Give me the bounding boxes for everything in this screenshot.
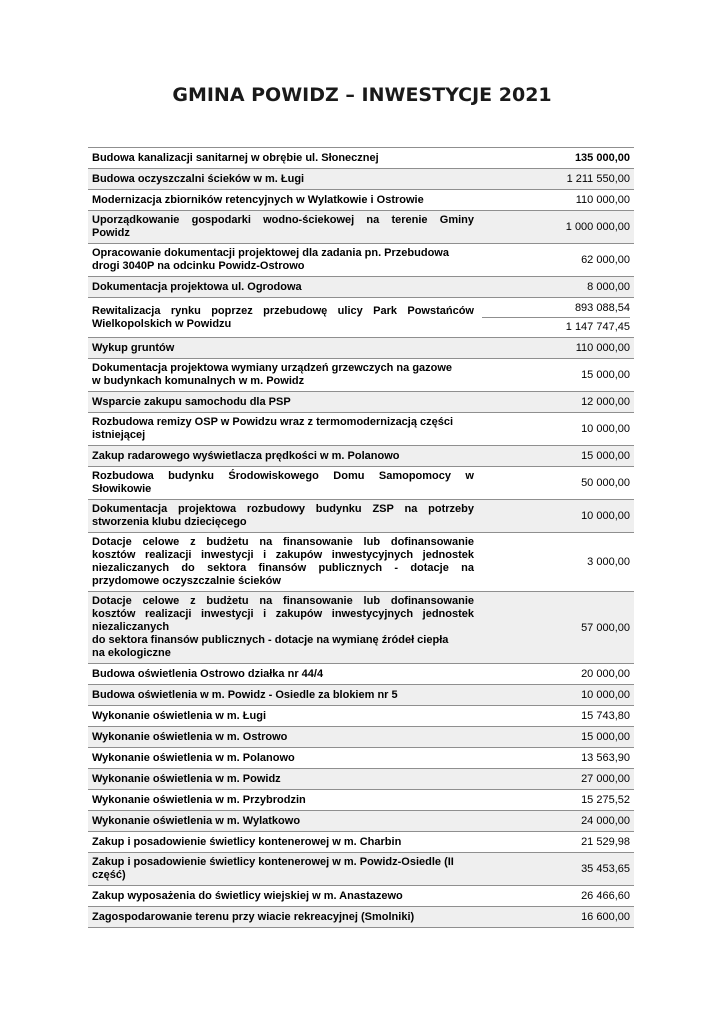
investments-table [88, 147, 634, 928]
investment-name-line: Zakup wyposażenia do świetlicy wiejskiej w m. Anastazewo [92, 889, 403, 902]
investment-name [88, 728, 478, 747]
amount-value: 3 000,00 [587, 556, 630, 568]
table-row [88, 413, 634, 446]
table-row [88, 769, 634, 790]
investment-name [88, 665, 478, 684]
investment-name-line: Budowa kanalizacji sanitarnej w obrębie ul. Słonecznej [92, 151, 379, 164]
amount-value: 57 000,00 [581, 621, 630, 634]
investment-name-line: do sektora finansów publicznych - dotacje na wymianę źródeł ciepła [92, 634, 449, 646]
investment-amount [478, 298, 634, 337]
investment-name-line: Słowikowie [92, 483, 152, 495]
investment-name [88, 359, 478, 391]
table-row [88, 727, 634, 748]
investment-name-line: Uporządkowanie gospodarki wodno-ściekowej na terenie Gminy [92, 214, 474, 226]
investment-name-line: Dotacje celowe z budżetu na finansowanie lub dofinansowanie [92, 595, 474, 607]
investment-name-line: kosztów realizacji inwestycji i zakupów inwestycyjnych jednostek [92, 608, 474, 620]
investment-amount [478, 446, 634, 466]
investment-name [88, 191, 478, 210]
investment-amount [478, 552, 634, 572]
investment-amount [478, 169, 634, 189]
investment-name [88, 302, 478, 334]
investment-amount [478, 790, 634, 810]
table-row [88, 298, 634, 338]
amount-value: 12 000,00 [581, 396, 630, 408]
investment-amount [478, 886, 634, 906]
table-row [88, 706, 634, 727]
table-row [88, 790, 634, 811]
investment-name-line: Wykonanie oświetlenia w m. Przybrodzin [92, 793, 306, 806]
investment-amount [478, 859, 634, 879]
amount-value: 893 088,54 [482, 301, 630, 318]
amount-value: 1 000 000,00 [565, 221, 630, 233]
investment-amount [478, 419, 634, 439]
amount-value: 27 000,00 [581, 773, 630, 785]
investment-name-line: część) [92, 869, 126, 881]
amount-value: 13 563,90 [581, 752, 630, 764]
investment-name-line: Budowa oświetlenia Ostrowo działka nr 44/4 [92, 667, 324, 680]
investment-name [88, 533, 478, 591]
investment-name-line: Wykonanie oświetlenia w m. Ługi [92, 709, 266, 722]
investment-name-line: Wykonanie oświetlenia w m. Wylatkowo [92, 814, 301, 827]
amount-value: 15 743,80 [581, 710, 630, 722]
investment-name-line: Dokumentacja projektowa wymiany urządzeń grzewczych na gazowe [92, 362, 453, 374]
amount-value: 15 000,00 [581, 450, 630, 462]
document-title: GMINA POWIDZ – INWESTYCJE 2021 [172, 84, 552, 106]
investment-name [88, 278, 478, 297]
amount-value: 15 000,00 [581, 731, 630, 743]
investment-name-line: drogi 3040P na odcinku Powidz-Ostrowo [92, 260, 305, 272]
table-row [88, 277, 634, 298]
investment-amount [478, 727, 634, 747]
investment-amount [478, 769, 634, 789]
investment-name-line: Wykonanie oświetlenia w m. Powidz [92, 772, 281, 785]
table-row [88, 244, 634, 277]
table-row [88, 446, 634, 467]
amount-value: 1 147 747,45 [565, 321, 630, 333]
investment-name [88, 170, 478, 189]
investment-name-line: na ekologiczne [92, 647, 171, 659]
investment-amount [478, 392, 634, 412]
investment-name-line: Zagospodarowanie terenu przy wiacie rekreacyjnej (Smolniki) [92, 910, 415, 923]
investment-amount [478, 685, 634, 705]
amount-value: 110 000,00 [575, 194, 630, 206]
amount-value: 50 000,00 [581, 477, 630, 489]
investment-name-line: stworzenia klubu dziecięcego [92, 516, 247, 528]
amount-value: 26 466,60 [581, 890, 630, 902]
investment-amount [478, 664, 634, 684]
investment-name [88, 833, 478, 852]
table-row [88, 832, 634, 853]
investment-name [88, 686, 478, 705]
table-row [88, 190, 634, 211]
investment-amount [478, 217, 634, 237]
investment-name [88, 770, 478, 789]
amount-value: 10 000,00 [581, 510, 630, 522]
investment-name-line: istniejącej [92, 429, 146, 441]
investment-name-line: Opracowanie dokumentacji projektowej dla zadania pn. Przebudowa [92, 247, 449, 259]
amount-value: 10 000,00 [581, 423, 630, 435]
table-row [88, 169, 634, 190]
investment-name-line: niezaliczanych [92, 621, 170, 633]
investment-amount [478, 907, 634, 927]
table-row [88, 811, 634, 832]
table-row [88, 592, 634, 664]
investment-amount [478, 250, 634, 270]
table-row [88, 148, 634, 169]
investment-name-line: Wykonanie oświetlenia w m. Ostrowo [92, 730, 288, 743]
investment-name [88, 791, 478, 810]
investment-name-line: Modernizacja zbiorników retencyjnych w Wylatkowie i Ostrowie [92, 193, 424, 206]
investment-name [88, 149, 478, 168]
investment-name-line: Wykonanie oświetlenia w m. Polanowo [92, 751, 295, 764]
investment-name-line: kosztów realizacji inwestycji i zakupów inwestycyjnych jednostek [92, 549, 474, 561]
investment-name-line: Dotacje celowe z budżetu na finansowanie lub dofinansowanie [92, 536, 474, 548]
amount-value: 24 000,00 [581, 815, 630, 827]
investment-name-line: Dokumentacja projektowa rozbudowy budynku ZSP na potrzeby [92, 503, 474, 515]
table-row [88, 500, 634, 533]
investment-amount [478, 277, 634, 297]
investment-name-line: niezaliczanych do sektora finansów publicznych - dotacje na [92, 562, 474, 574]
table-row [88, 211, 634, 244]
investment-name [88, 393, 478, 412]
investment-amount [478, 190, 634, 210]
investment-name [88, 707, 478, 726]
investment-name-line: przydomowe oczyszczalnie ścieków [92, 575, 281, 587]
investment-name-line: Rozbudowa remizy OSP w Powidzu wraz z termomodernizacją części [92, 416, 454, 428]
table-row [88, 392, 634, 413]
amount-value: 10 000,00 [581, 689, 630, 701]
investment-name [88, 812, 478, 831]
table-row [88, 748, 634, 769]
table-row [88, 853, 634, 886]
table-row [88, 685, 634, 706]
investment-name-line: Dokumentacja projektowa ul. Ogrodowa [92, 280, 302, 293]
investment-amount [478, 148, 634, 168]
amount-value: 135 000,00 [574, 152, 630, 164]
investment-name [88, 467, 478, 499]
amount-value: 21 529,98 [581, 836, 630, 848]
investment-name-line: Budowa oczyszczalni ścieków w m. Ługi [92, 172, 305, 185]
investment-amount [478, 832, 634, 852]
investment-name-line: Rozbudowa budynku Środowiskowego Domu Samopomocy w [92, 470, 474, 482]
amount-value: 1 211 550,00 [566, 173, 630, 185]
investment-name [88, 887, 478, 906]
investment-name [88, 211, 478, 243]
table-row [88, 886, 634, 907]
table-row [88, 338, 634, 359]
amount-value: 15 000,00 [581, 369, 630, 381]
investment-name-line: Zakup i posadowienie świetlicy kontenerowej w m. Powidz-Osiedle (II [92, 856, 454, 868]
investment-name-line: Zakup radarowego wyświetlacza prędkości w m. Polanowo [92, 449, 400, 462]
investment-name [88, 749, 478, 768]
table-row [88, 664, 634, 685]
amount-value: 15 275,52 [581, 794, 630, 806]
investment-name [88, 500, 478, 532]
investment-amount [478, 473, 634, 493]
investment-amount [478, 365, 634, 385]
investment-name [88, 244, 478, 276]
investment-name-line: Powidz [92, 227, 130, 239]
investment-name-line: Zakup i posadowienie świetlicy kontenerowej w m. Charbin [92, 835, 402, 848]
investment-name [88, 413, 478, 445]
investment-name-line: Wykup gruntów [92, 341, 175, 354]
table-row [88, 359, 634, 392]
table-row [88, 533, 634, 592]
amount-value: 8 000,00 [587, 281, 630, 293]
investment-name [88, 853, 478, 885]
investment-name-line: Wsparcie zakupu samochodu dla PSP [92, 395, 291, 408]
investment-name [88, 447, 478, 466]
investment-name-line: Budowa oświetlenia w m. Powidz - Osiedle za blokiem nr 5 [92, 688, 398, 701]
investment-amount [478, 618, 634, 638]
amount-value: 62 000,00 [581, 254, 630, 266]
amount-value: 16 600,00 [581, 911, 630, 923]
investment-name-line: Wielkopolskich w Powidzu [92, 317, 232, 330]
investment-amount [478, 811, 634, 831]
investment-amount [478, 706, 634, 726]
table-row [88, 467, 634, 500]
amount-value: 110 000,00 [575, 342, 630, 354]
investment-name [88, 592, 478, 663]
investment-amount [478, 506, 634, 526]
investment-name-line: w budynkach komunalnych w m. Powidz [92, 375, 305, 387]
amount-value: 35 453,65 [581, 863, 630, 875]
investment-amount [478, 748, 634, 768]
investment-name-line: Rewitalizacja rynku poprzez przebudowę ulicy Park Powstańców [92, 304, 474, 317]
investment-name [88, 908, 478, 927]
amount-value: 20 000,00 [581, 668, 630, 680]
table-row [88, 907, 634, 928]
investment-name [88, 339, 478, 358]
investment-amount [478, 338, 634, 358]
